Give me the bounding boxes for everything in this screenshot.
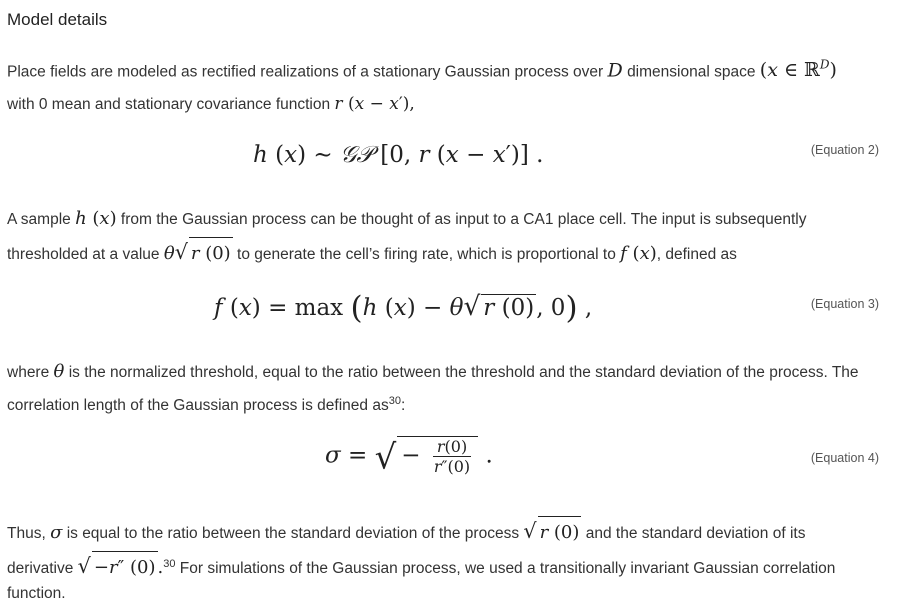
math-theta: θ	[53, 361, 65, 382]
paragraph-line	[7, 387, 892, 420]
text-span: thresholded at a value	[7, 246, 160, 263]
text-span: :	[400, 397, 406, 415]
math-covariance: r (x − x′),	[334, 94, 415, 115]
equation-3: f (x) = max (h (x) − θ√ r (0), 0) ,	[214, 290, 593, 326]
paragraph-intro	[7, 49, 892, 121]
paragraph-line: function.	[7, 585, 66, 603]
text-span: is equal to the ratio between the standard deviation of the process	[66, 525, 520, 542]
fraction: $\frac{r(0)}{r''(0)}$	[433, 437, 471, 476]
text-span: to generate the cell’s firing rate, which is proportional to	[237, 246, 616, 263]
text-span: is the normalized threshold, equal to the ratio between the threshold and the standard deviation of the process. The	[68, 364, 859, 381]
text-span: where	[7, 364, 50, 381]
paragraph-line	[7, 358, 892, 387]
text-span: dimensional space	[627, 63, 756, 81]
equation-3-label: (Equation 3)	[810, 297, 879, 311]
paragraph-line	[7, 203, 892, 236]
equation-4: σ = √ − $\frac{r(0)}{r''(0)}$ .	[325, 437, 493, 478]
math-domain: (x ∈ ℝ$^D$)	[759, 58, 837, 82]
equation-2: h (x) ∼ 𝒢𝒫 [0, r (x − x′)] .	[253, 142, 544, 168]
math-fx: f (x)	[620, 243, 657, 264]
math-hx: h (x)	[75, 208, 117, 229]
math-sqrt-r0: √ r (0)	[523, 522, 581, 543]
paragraph-line	[7, 88, 892, 121]
equation-4-label: (Equation 4)	[810, 451, 879, 465]
math-D: D	[607, 59, 623, 82]
text-span: For simulations of the Gaussian process, we used a transitionally invariant Gaussian correlation	[179, 560, 836, 578]
paragraph-line	[7, 516, 892, 549]
paragraph-line	[7, 549, 892, 584]
section-heading: Model details	[7, 10, 108, 29]
text-span: , defined as	[656, 246, 737, 263]
text-span: from the Gaussian process can be thought of as input to a CA1 place cell. The input is subsequently	[120, 211, 807, 228]
math-threshold: θ√ r (0)	[164, 243, 233, 264]
paragraph-line	[7, 236, 892, 271]
math-sigma: σ	[50, 522, 63, 543]
text-span: A sample	[7, 211, 71, 228]
paragraph-threshold	[7, 358, 892, 420]
math-derivative: √ −r″ (0) .	[78, 557, 164, 578]
paragraph-line	[7, 49, 892, 88]
text-span: correlation length of the Gaussian process is defined as	[7, 397, 389, 415]
text-span: Thus,	[7, 525, 46, 542]
paragraph-sample	[7, 203, 892, 271]
text-span: derivative	[7, 560, 74, 578]
citation-ref[interactable]: 30	[388, 395, 401, 407]
equation-2-label: (Equation 2)	[810, 143, 879, 157]
text-span: and the standard deviation of its	[585, 525, 806, 542]
paragraph-sigma	[7, 516, 892, 604]
text-span: with 0 mean and stationary covariance function	[7, 96, 331, 114]
citation-ref[interactable]: 30	[163, 558, 176, 570]
text-span: Place fields are modeled as rectified realizations of a stationary Gaussian process over	[7, 63, 604, 81]
